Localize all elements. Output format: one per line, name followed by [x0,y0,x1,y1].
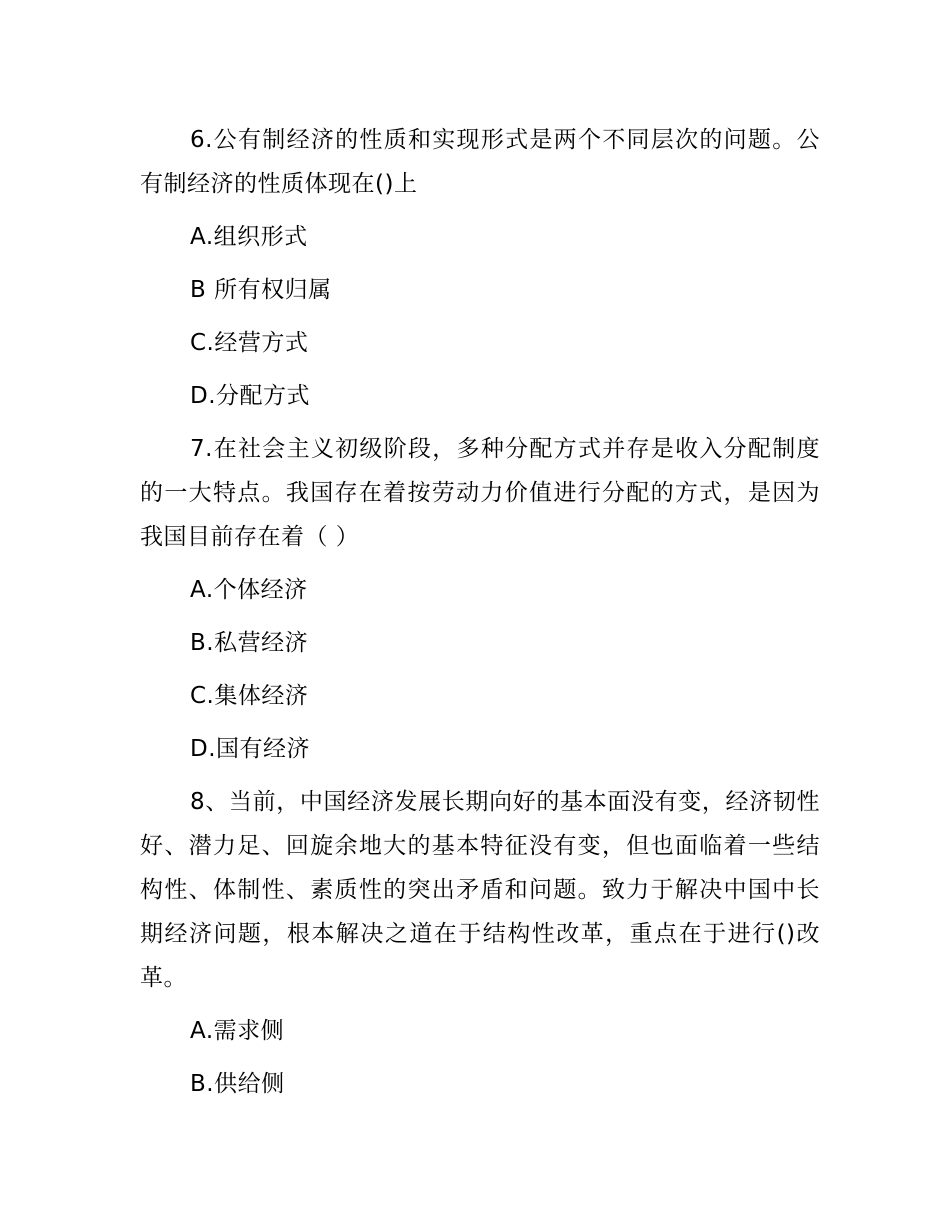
question-8-option-a: A.需求侧 [190,1018,285,1044]
question-8-option-b: B.供给侧 [190,1071,285,1097]
document-page [140,118,820,1106]
question-6-option-b: B 所有权归属 [190,277,332,303]
question-8-stem: 8、当前，中国经济发展长期向好的基本面没有变，经济韧性好、潜力足、回旋余地大的基本特征没有变，但也面临着一些结构性、体制性、素质性的突出矛盾和问题。致力于解决中国中长期经济问题，根本解决之道在于结构性改革，重点在于进行()改革。 [140,789,820,991]
question-6-option-c: C.经营方式 [190,330,309,356]
question-7-option-a: A.个体经济 [190,577,308,603]
question-6-option-a: A.组织形式 [190,224,308,250]
question-6-option-d: D.分配方式 [190,383,311,409]
question-6-stem: 6.公有制经济的性质和实现形式是两个不同层次的问题。公有制经济的性质体现在()上 [140,127,820,197]
question-7-option-b: B.私营经济 [190,630,309,656]
question-7-option-d: D.国有经济 [190,736,311,762]
question-7-stem: 7.在社会主义初级阶段，多种分配方式并存是收入分配制度的一大特点。我国存在着按劳动力价值进行分配的方式，是因为我国目前存在着（ ） [140,436,820,550]
question-7-option-c: C.集体经济 [190,683,309,709]
